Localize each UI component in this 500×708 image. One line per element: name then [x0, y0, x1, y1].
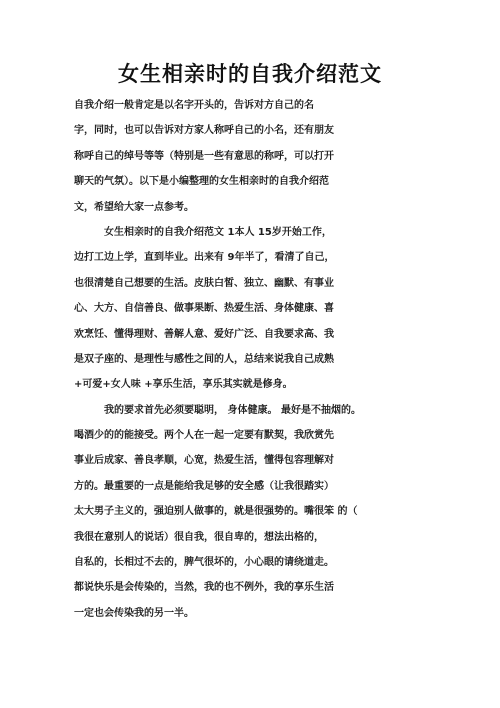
text-line: 欢烹饪、懂得理财、善解人意、爱好广泛、自我要求高、我	[74, 328, 334, 340]
text-line: 太大男子主义的，强迫别人做事的，就是很强势的。嘴很笨 的（	[74, 506, 358, 518]
text-line: 都说快乐是会传染的，当然，我的也不例外，我的享乐生活	[74, 582, 334, 594]
document-body	[74, 93, 404, 626]
text-line: 我的要求首先必须要聪明， 身体健康。 最好是不抽烟的。	[104, 404, 361, 416]
text-line: 边打工边上学，直到毕业。出来有 9年半了，看清了自己，	[74, 252, 335, 264]
text-line: 自我介绍一般肯定是以名字开头的，告诉对方自己的名	[74, 100, 314, 111]
text-line: 称呼自己的绰号等等（特别是一些有意思的称呼，可以打开	[74, 150, 334, 162]
text-line: 也很清楚自己想要的生活。皮肤白皙、独立、幽默、有事业	[74, 277, 334, 289]
text-line: 喝酒少的的能接受。两个人在一起一定要有默契，我欣赏先	[74, 430, 334, 442]
text-line: 女生相亲时的自我介绍范文 1本人 15岁开始工作，	[104, 226, 332, 238]
text-line: 聊天的气氛）。以下是小编整理的女生相亲时的自我介绍范	[74, 176, 329, 188]
text-line: 字，同时，也可以告诉对方家人称呼自己的小名，还有朋友	[74, 125, 334, 137]
text-line: 心、大方、自信善良、做事果断、热爱生活、身体健康、喜	[74, 303, 334, 315]
text-line: 文，希望给大家一点参考。	[74, 201, 194, 213]
text-line: 事业后成家、善良孝顺，心宽，热爱生活，懂得包容理解对	[74, 455, 334, 467]
text-line: 自私的，长相过不去的，脾气很坏的，小心眼的请绕道走。	[74, 557, 334, 569]
text-line: 一定也会传染我的另一半。	[74, 607, 194, 619]
text-line: 我很在意别人的说话）很自我，很自卑的，想法出格的，	[74, 531, 324, 543]
text-line: 是双子座的、是理性与感性之间的人，总结来说我自己成熟	[74, 353, 334, 365]
text-line: 方的。最重要的一点是能给我足够的安全感（让我很踏实）	[74, 480, 334, 492]
document-title: 女生相亲时的自我介绍范文	[118, 61, 382, 86]
text-line: +可爱+女人味 +享乐生活，享乐其实就是修身。	[74, 379, 293, 391]
